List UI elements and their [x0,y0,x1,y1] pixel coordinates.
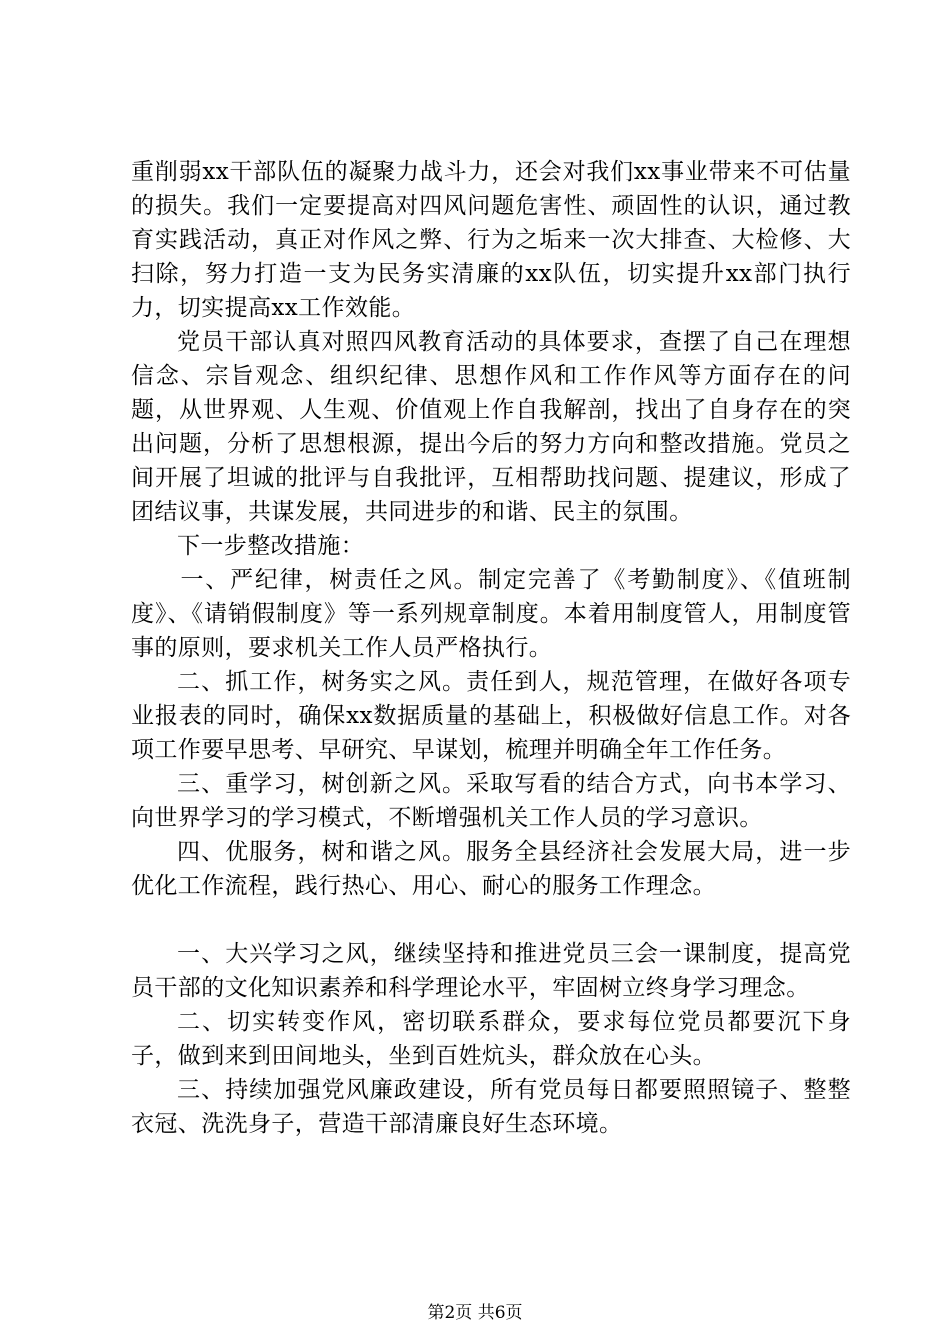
paragraph-item-2: 二、切实转变作风，密切联系群众，要求每位党员都要沉下身子，做到来到田间地头，坐到百姓炕头，群众放在心头。 [131,1009,851,1069]
document-body [131,155,851,1141]
paragraph-measure-1: 一、严纪律，树责任之风。制定完善了《考勤制度》、《值班制度》、《请销假制度》等一系列规章制度。本着用制度管人，用制度管事的原则，要求机关工作人员严格执行。 [131,567,851,661]
paragraph-next-steps-heading: 下一步整改措施： [177,533,365,559]
paragraph-item-3: 三、持续加强党风廉政建设，所有党员每日都要照照镜子、整整衣冠、洗洗身子，营造干部清廉良好生态环境。 [131,1077,851,1137]
page-number-footer: 第2页 共6页 [427,1303,523,1323]
paragraph-measure-2: 二、抓工作，树务实之风。责任到人，规范管理，在做好各项专业报表的同时，确保xx数据质量的基础上，积极做好信息工作。对各项工作要早思考、早研究、早谋划，梳理并明确全年工作任务。 [131,669,851,763]
paragraph-self-review: 党员干部认真对照四风教育活动的具体要求，查摆了自己在理想信念、宗旨观念、组织纪律、思想作风和工作作风等方面存在的问题，从世界观、人生观、价值观上作自我解剖，找出了自身存在的突出问题，分析了思想根源，提出今后的努力方向和整改措施。党员之间开展了坦诚的批评与自我批评，互相帮助找问题、提建议，形成了团结议事，共谋发展，共同进步的和谐、民主的氛围。 [131,329,851,525]
paragraph-item-1: 一、大兴学习之风，继续坚持和推进党员三会一课制度，提高党员干部的文化知识素养和科学理论水平，牢固树立终身学习理念。 [131,941,851,1001]
paragraph-measure-4: 四、优服务，树和谐之风。服务全县经济社会发展大局，进一步优化工作流程，践行热心、用心、耐心的服务工作理念。 [131,839,851,899]
paragraph-measure-3: 三、重学习，树创新之风。采取写看的结合方式，向书本学习、向世界学习的学习模式，不断增强机关工作人员的学习意识。 [131,771,851,831]
paragraph-gap [131,903,851,937]
paragraph-continuation: 重削弱xx干部队伍的凝聚力战斗力，还会对我们xx事业带来不可估量的损失。我们一定要提高对四风问题危害性、顽固性的认识，通过教育实践活动，真正对作风之弊、行为之垢来一次大排查、大检修、大扫除，努力打造一支为民务实清廉的xx队伍，切实提升xx部门执行力，切实提高xx工作效能。 [131,159,851,321]
